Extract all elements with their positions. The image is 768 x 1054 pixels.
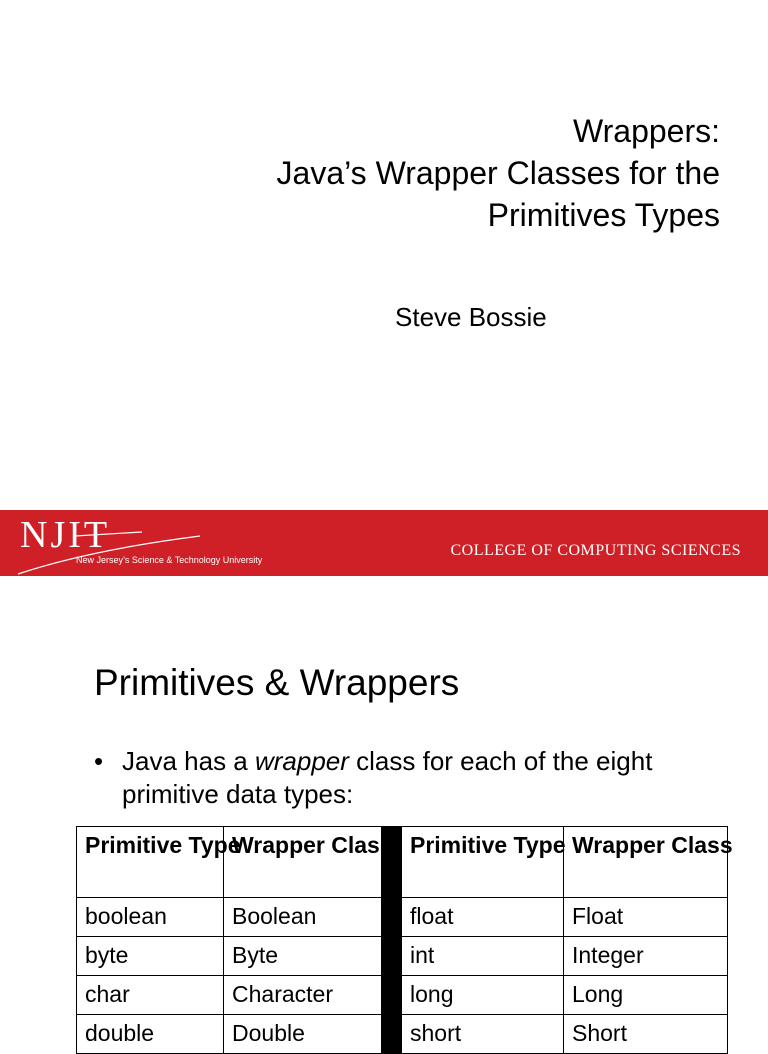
table-cell: Double [224, 1015, 382, 1054]
slide-title-line-1: Wrappers: [572, 113, 720, 149]
njit-tagline: New Jersey’s Science & Technology University [76, 555, 263, 565]
table-cell: Short [564, 1015, 728, 1054]
table-cell: byte [77, 937, 224, 976]
header-cell: Wrapper Class [564, 827, 728, 898]
slide-title [277, 110, 720, 236]
table-cell: Byte [224, 937, 382, 976]
table-cell: boolean [77, 898, 224, 937]
slide2-heading: Primitives & Wrappers [94, 662, 460, 703]
bullet-emphasis: wrapper [254, 746, 349, 776]
table-cell: int [402, 937, 564, 976]
table-cell: Integer [564, 937, 728, 976]
header-cell: Wrapper Class [224, 827, 382, 898]
table-cell: Float [564, 898, 728, 937]
wrapper-classes-table [76, 826, 733, 1054]
table-cell: long [402, 976, 564, 1015]
header-cell: Primitive Type [402, 827, 564, 898]
njit-logo: NJIT [20, 514, 111, 556]
table-cell: char [77, 976, 224, 1015]
bullet-text-part: Java has a [122, 746, 255, 776]
author-name: Steve Bossie [395, 302, 547, 332]
slide-title-line-3: Primitives Types [487, 197, 720, 233]
bullet-text-part: class for each of the eight primitive data types: [122, 746, 653, 809]
bullet-text [122, 745, 722, 811]
table-cell: Character [224, 976, 382, 1015]
table-cell: double [77, 1015, 224, 1054]
bullet-icon: • [94, 746, 104, 776]
table-header-row [77, 827, 728, 898]
table-row [77, 937, 728, 976]
table-cell: short [402, 1015, 564, 1054]
table-cell: Boolean [224, 898, 382, 937]
table-divider [382, 976, 402, 1015]
table-cell: Long [564, 976, 728, 1015]
table-row [77, 898, 728, 937]
table-divider [382, 937, 402, 976]
njit-banner [0, 510, 768, 576]
header-cell: Primitive Type [77, 827, 224, 898]
slide-title-line-2: Java’s Wrapper Classes for the [276, 155, 720, 191]
table-row [77, 1015, 728, 1054]
table-row [77, 976, 728, 1015]
table-cell: float [402, 898, 564, 937]
college-name: COLLEGE OF COMPUTING SCIENCES [450, 542, 741, 559]
table-divider [382, 1015, 402, 1054]
table-divider [382, 898, 402, 937]
